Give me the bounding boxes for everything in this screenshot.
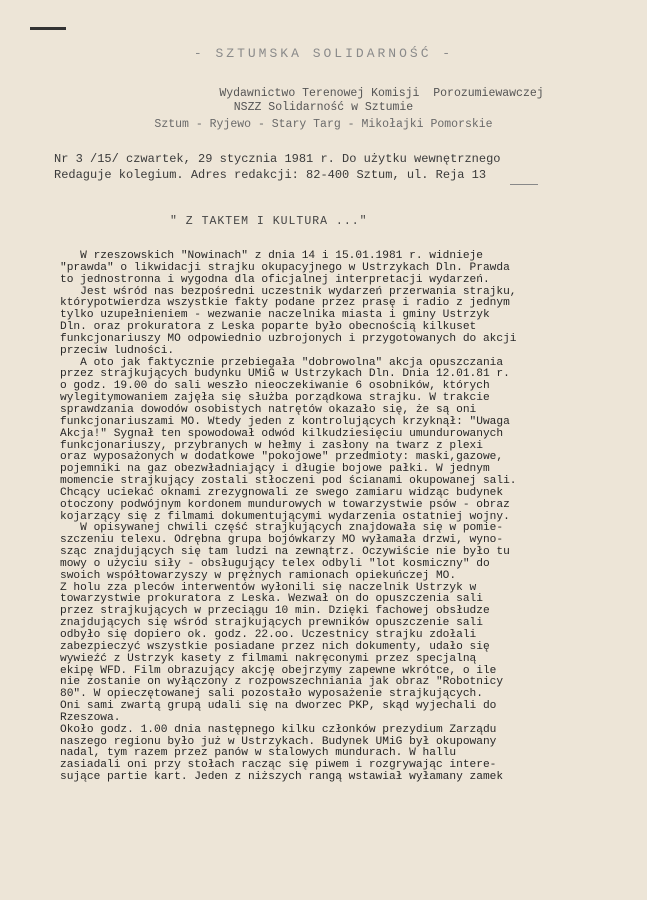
article-line: Dln. oraz prokuratora z Leska poparte było obecnością kilkuset xyxy=(60,321,477,334)
article-line: sprawdzania dowodów osobistych natrętów okazało się, że są oni xyxy=(60,403,477,416)
article-line: o godz. 19.00 do sali weszło nieoczekiwanie 6 osobników, których xyxy=(60,380,490,393)
underline-rule xyxy=(510,184,538,185)
article-line: "prawda" o likwidacji strajku okupacyjnego w Ustrzykach Dln. Prawda xyxy=(60,261,510,274)
corner-mark xyxy=(30,27,66,30)
editorial-line: Redaguje kolegium. Adres redakcji: 82-400 Sztum, ul. Reja 13 xyxy=(54,168,487,182)
masthead-title: - SZTUMSKA SOLIDARNOŚĆ - xyxy=(193,46,454,61)
article-line: zabezpieczyć wszystkie posiadane przez nich dokumenty, udało się xyxy=(60,640,490,653)
article-line: otoczony podwójnym kordonem mundurowych w towarzystwie psów - obraz xyxy=(60,498,510,511)
article-body xyxy=(60,251,630,784)
article-line: A oto jak faktycznie przebiegała "dobrowolna" akcja opuszczania xyxy=(60,356,504,369)
article-line: odbyło się dopiero ok. godz. 22.oo. Uczestnicy strajku zdołali xyxy=(60,629,477,641)
article-line: sujące partie kart. Jeden z niższych rangą wstawiał wyłamany zamek xyxy=(60,771,504,784)
article-line: ekipę WFD. Film obrazujący akcję obejrzymy zapewne wkrótce, o ile xyxy=(60,664,497,677)
article-line: szczeniu telexu. Odrębna grupa bojówkarzy MO wyłamała drzwi, wyno- xyxy=(60,534,504,547)
article-line: kojarzący się z filmami dokumentującymi wydarzenia ostatniej wojny. xyxy=(60,510,510,523)
article-line: przez strajkujących budynku UMiG w Ustrzykach Dln. Dnia 12.01.81 r. xyxy=(60,368,510,381)
article-line: wywieźć z Ustrzyk kasety z filmami nakręconymi przez specjalną xyxy=(60,652,477,665)
article-line: W rzeszowskich "Nowinach" z dnia 14 i 15.01.1981 r. widnieje xyxy=(60,250,483,262)
article-line: oraz wyposażonych w dodatkowe "pokojowe" przedmioty: maski,gazowe, xyxy=(60,451,504,464)
article-line: Z holu zza pleców interwentów wyłonili się naczelnik Ustrzyk w xyxy=(60,581,477,594)
article-line: nadal, tym razem przez panów w stalowych mundurach. W hallu xyxy=(60,747,457,760)
article-line: towarzystwie prokuratora z Leska. Wezwał on do opuszczenia sali xyxy=(60,593,483,606)
article-line: naszego regionu było już w Ustrzykach. Budynek UMiG był okupowany xyxy=(60,735,497,748)
publisher-line-2: NSZZ Solidarność w Sztumie xyxy=(233,101,414,114)
article-line: to jednostronna i wygodna dla oficjalnej interpretacji wydarzeń. xyxy=(60,273,490,286)
article-line: nie zostanie on wyłączony z rozpowszechniania jak obraz "Robotnicy xyxy=(60,676,504,689)
issue-line: Nr 3 /15/ czwartek, 29 stycznia 1981 r. Do użytku wewnętrznego xyxy=(54,152,501,166)
article-line: Około godz. 1.00 dnia następnego kilku członków prezydium Zarządu xyxy=(60,723,497,736)
article-line: zasiadali oni przy stołach racząc się piwem i rozgrywając intere- xyxy=(60,759,497,772)
article-line: sząc znajdujących się tam ludzi na zewnątrz. Oczywiście nie było tu xyxy=(60,546,510,559)
article-line: przeciw ludności. xyxy=(60,344,175,357)
article-line: funkcjonariuszami MO. Wtedy jeden z kontrolujących krzyknął: "Uwaga xyxy=(60,415,510,428)
article-line: Chcący uciekać oknami zrezygnowali ze swego zamiaru widząc budynek xyxy=(60,486,504,499)
article-line: pojemniki na gaz obezwładniający i długie bojowe pałki. W jednym xyxy=(60,463,490,476)
article-line: Jest wśród nas bezpośredni uczestnik wydarzeń przerwania strajku, xyxy=(60,285,517,298)
article-line: mowy o użyciu siły - obsługujący telex odbyli "lot kosmiczny" do xyxy=(60,557,490,570)
article-line: którypotwierdza wszystkie fakty podane przez prasę i radio z jednym xyxy=(60,297,510,310)
article-line: Rzeszowa. xyxy=(60,711,121,724)
article-line: funkcjonariuszy, przybranych w hełmy i zasłony na twarz z plexi xyxy=(60,439,483,452)
article-line: Oni sami zwartą grupą udali się na dworzec PKP, skąd wyjechali do xyxy=(60,700,497,713)
article-line: przez strajkujących w przeciągu 10 min. Dzięki fachowej obsłudze xyxy=(60,605,490,618)
article-line: Akcja!" Sygnał ten spowodował odwód kilkudziesięciu umundurowanych xyxy=(60,427,504,440)
article-title: " Z TAKTEM I KULTURA ..." xyxy=(170,215,368,228)
article-line: W opisywanej chwili część strajkujących znajdowała się w pomie- xyxy=(60,522,504,535)
article-line: swoich współtowarzyszy w prężnych ramionach opiekuńczej MO. xyxy=(60,569,457,582)
article-line: funkcjonariuszy MO odpowiednio uzbrojonych i przygotowanych do akcji xyxy=(60,332,517,345)
publisher-line-1: Wydawnictwo Terenowej Komisji Porozumiewawczej xyxy=(219,87,544,100)
article-line: znajdujących się wśród strajkujących prewników opuszczenie sali xyxy=(60,617,483,630)
article-line: 80". W opieczętowanej sali pozostało wyposażenie strajkujących. xyxy=(60,688,483,701)
article-line: tylko uzupełnieniem - wezwanie naczelnika miasta i gminy Ustrzyk xyxy=(60,309,490,322)
article-line: wylegitymowaniem zajęła się służba porządkowa strajku. W trakcie xyxy=(60,392,490,405)
publisher-towns: Sztum - Ryjewo - Stary Targ - Mikołajki Pomorskie xyxy=(154,118,493,131)
article-line: momencie strajkujący zostali stłoczeni pod ścianami okupowanej sali. xyxy=(60,475,517,488)
